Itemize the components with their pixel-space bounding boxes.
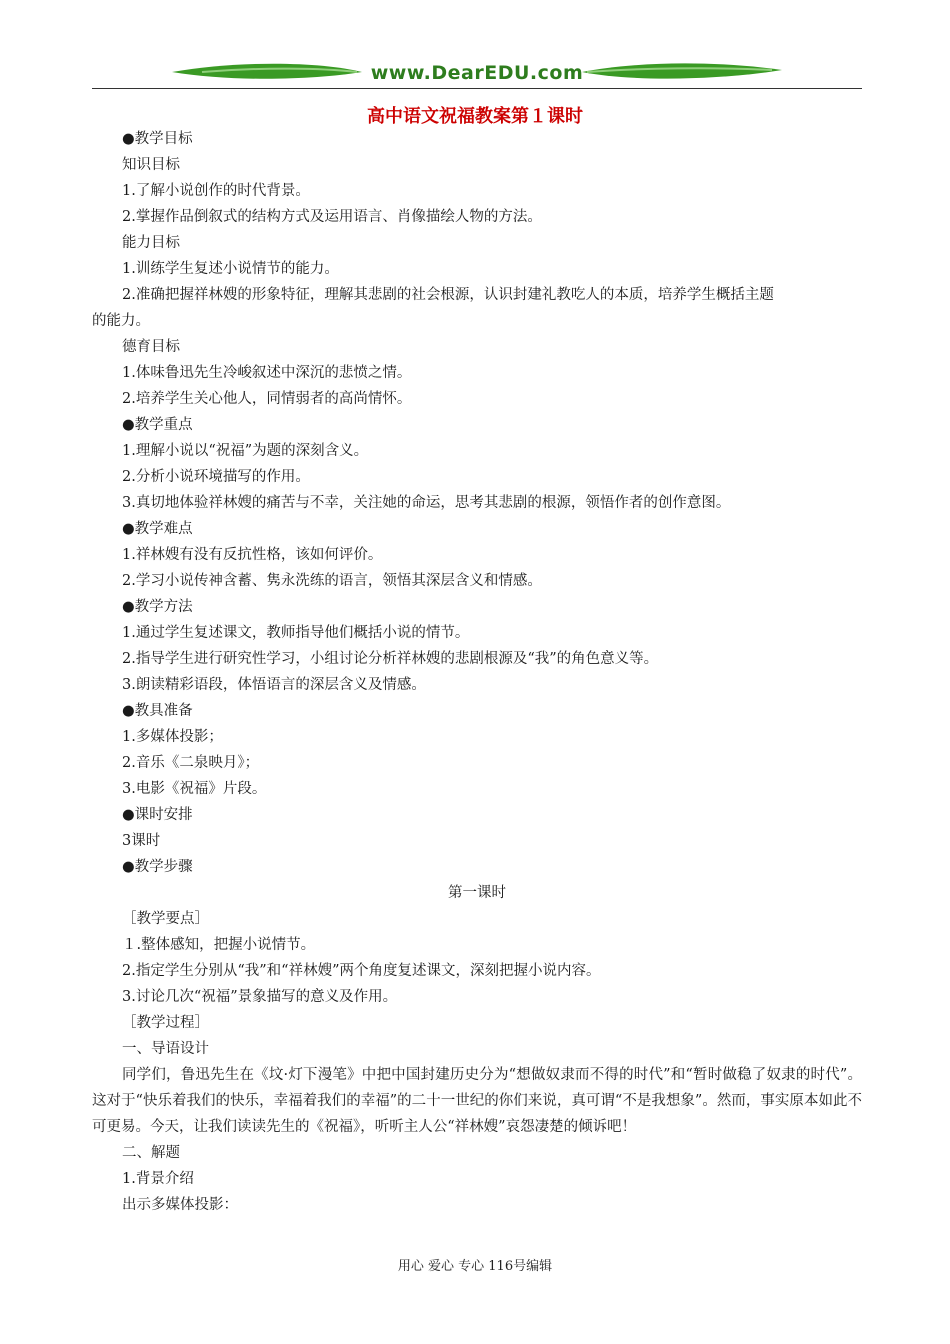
list-item: 1.体味鲁迅先生冷峻叙述中深沉的悲愤之情。: [122, 365, 412, 381]
list-item: 1.多媒体投影；: [122, 729, 223, 745]
subsection-heading: 德育目标: [122, 339, 180, 355]
section-heading: ●教具准备: [122, 703, 193, 719]
section-heading: ●教学方法: [122, 599, 193, 615]
list-item: 1.祥林嫂有没有反抗性格，该如何评价。: [122, 547, 383, 563]
list-item: 1.通过学生复述课文，教师指导他们概括小说的情节。: [122, 625, 470, 641]
section-heading: ●教学目标: [122, 131, 193, 147]
intro-paragraph: 同学们，鲁迅先生在《坟·灯下漫笔》中把中国封建历史分为“想做奴隶而不得的时代”和“暂时做稳了奴隶的时代”。这对于“快乐着我们的快乐，幸福着我们的幸福”的二十一世纪的你们来说，真可谓“不是我想象”。然而，事实原本如此不可更易。今天，让我们读读先生的《祝福》，听听主人公“祥林嫂”哀怨凄楚的倾诉吧！: [92, 1067, 862, 1135]
list-item: 2.分析小说环境描写的作用。: [122, 469, 310, 485]
list-item: 2.指定学生分别从“我”和“祥林嫂”两个角度复述课文，深刻把握小说内容。: [122, 963, 601, 979]
list-item: 2.掌握作品倒叙式的结构方式及运用语言、肖像描绘人物的方法。: [122, 209, 542, 225]
page-title: 高中语文祝福教案第１课时: [367, 106, 583, 127]
document-body: [92, 126, 862, 1218]
list-item: 3课时: [122, 833, 161, 849]
list-item: 1.了解小说创作的时代背景。: [122, 183, 310, 199]
page-footer: 用心 爱心 专心 116号编辑: [397, 1259, 553, 1274]
header-divider: [92, 88, 862, 89]
list-item-continuation: 的能力。: [92, 313, 150, 329]
list-item: 2.准确把握祥林嫂的形象特征，理解其悲剧的社会根源，认识封建礼教吃人的本质，培养学生概括主题: [122, 287, 774, 303]
list-item: 2.音乐《二泉映月》；: [122, 755, 260, 771]
list-item: 1.训练学生复述小说情节的能力。: [122, 261, 339, 277]
list-item: 3.真切地体验祥林嫂的痛苦与不幸，关注她的命运，思考其悲剧的根源，领悟作者的创作意图。: [122, 495, 731, 511]
list-item: 2.指导学生进行研究性学习，小组讨论分析祥林嫂的悲剧根源及“我”的角色意义等。: [122, 651, 659, 667]
section-heading: ●教学重点: [122, 417, 193, 433]
subsection-heading: 二、解题: [122, 1145, 180, 1161]
list-item: 出示多媒体投影：: [122, 1197, 238, 1213]
list-item: 1.背景介绍: [122, 1171, 194, 1187]
site-logo-text[interactable]: www.DearEDU.com: [370, 62, 584, 84]
subsection-heading: 能力目标: [122, 235, 180, 251]
list-item: 3.电影《祝福》片段。: [122, 781, 267, 797]
list-item: 1.理解小说以“祝福”为题的深刻含义。: [122, 443, 369, 459]
list-item: 2.学习小说传神含蓄、隽永洗练的语言，领悟其深层含义和情感。: [122, 573, 542, 589]
subsection-heading: ［教学要点］: [122, 911, 209, 927]
site-header-banner: [92, 58, 862, 90]
lesson-heading: 第一课时: [448, 885, 506, 901]
section-heading: ●课时安排: [122, 807, 193, 823]
section-heading: ●教学步骤: [122, 859, 193, 875]
subsection-heading: 知识目标: [122, 157, 180, 173]
list-item: １.整体感知，把握小说情节。: [122, 937, 316, 953]
list-item: 3.朗读精彩语段，体悟语言的深层含义及情感。: [122, 677, 426, 693]
subsection-heading: 一、导语设计: [122, 1041, 209, 1057]
list-item: 2.培养学生关心他人，同情弱者的高尚情怀。: [122, 391, 412, 407]
list-item: 3.讨论几次“祝福”景象描写的意义及作用。: [122, 989, 398, 1005]
section-heading: ●教学难点: [122, 521, 193, 537]
subsection-heading: ［教学过程］: [122, 1015, 209, 1031]
